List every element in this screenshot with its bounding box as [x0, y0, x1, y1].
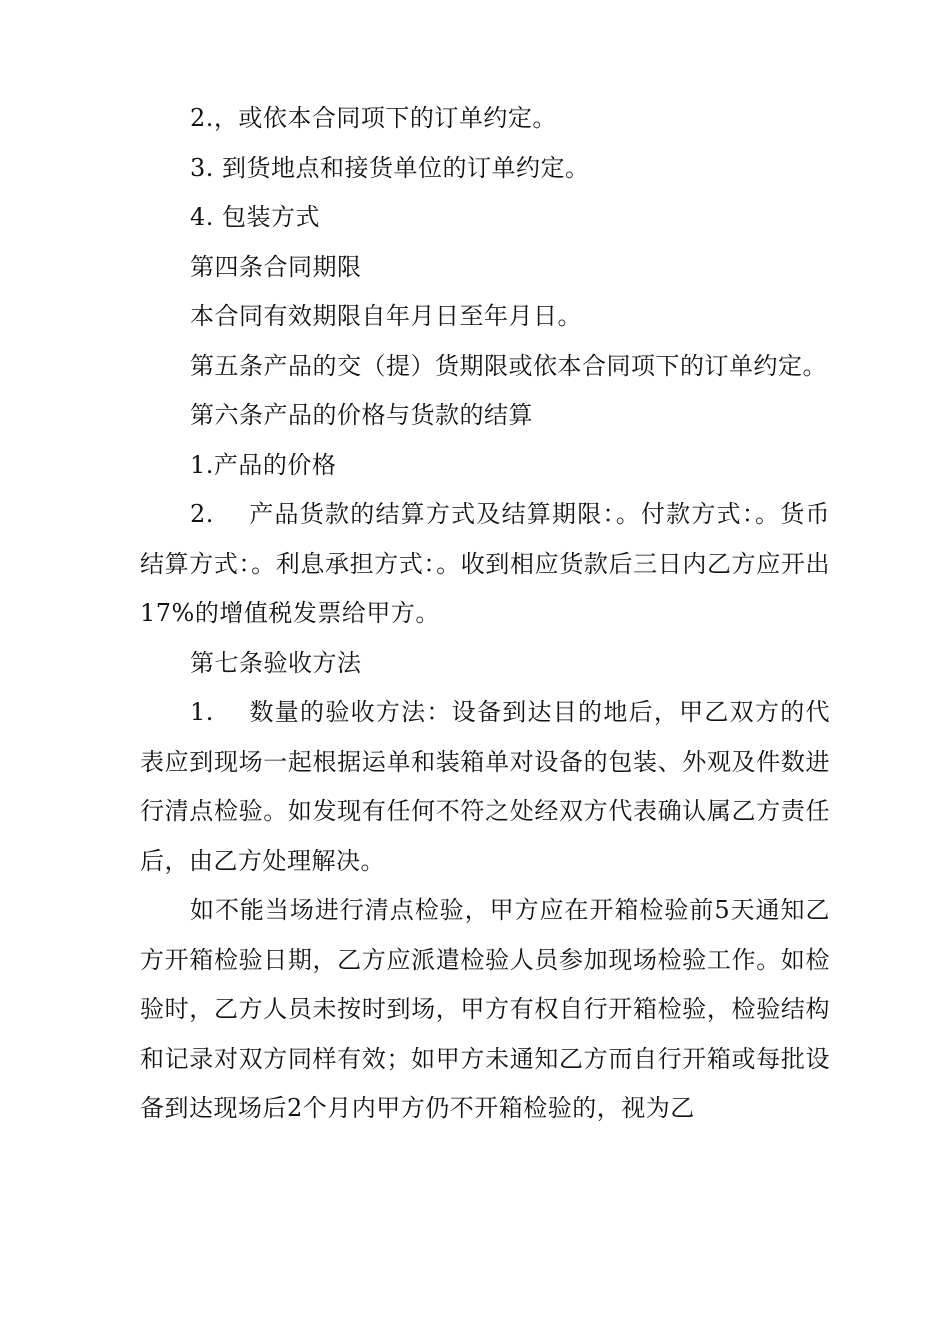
paragraph-quantity-inspection: 1. 数量的验收方法：设备到达目的地后，甲乙双方的代表应到现场一起根据运单和装箱单对设备的包装、外观及件数进行清点检验。如发现有任何不符之处经双方代表确认属乙方责任后，由乙方处理解决。: [140, 698, 830, 875]
document-body: [140, 94, 830, 1134]
paragraph-contract-period: 本合同有效期限自年月日至年月日。: [190, 302, 582, 330]
paragraph-delivery-terms: 2.，或依本合同项下的订单约定。: [190, 104, 557, 132]
paragraph-delivery-location: 3. 到货地点和接货单位的订单约定。: [190, 153, 590, 182]
paragraph-packaging: 4. 包装方式: [190, 203, 321, 231]
heading-article-4: 第四条合同期限: [190, 252, 362, 281]
heading-article-6: 第六条产品的价格与货款的结算: [190, 401, 533, 429]
heading-article-5: 第五条产品的交（提）货期限或依本合同项下的订单约定。: [190, 351, 827, 380]
paragraph-onsite-inspection: 如不能当场进行清点检验，甲方应在开箱检验前5天通知乙方开箱检验日期，乙方应派遣检验人员参加现场检验工作。如检验时，乙方人员未按时到场，甲方有权自行开箱检验，检验结构和记录对双方同样有效；如甲方未通知乙方而自行开箱或每批设备到达现场后2个月内甲方仍不开箱检验的，视为乙: [140, 896, 830, 1122]
paragraph-product-price: 1.产品的价格: [190, 450, 337, 479]
paragraph-payment-terms: 2. 产品货款的结算方式及结算期限：。付款方式：。货币结算方式：。利息承担方式：。收到相应货款后三日内乙方应开出17%的增值税发票给甲方。: [140, 500, 830, 627]
heading-article-7: 第七条验收方法: [190, 648, 362, 677]
